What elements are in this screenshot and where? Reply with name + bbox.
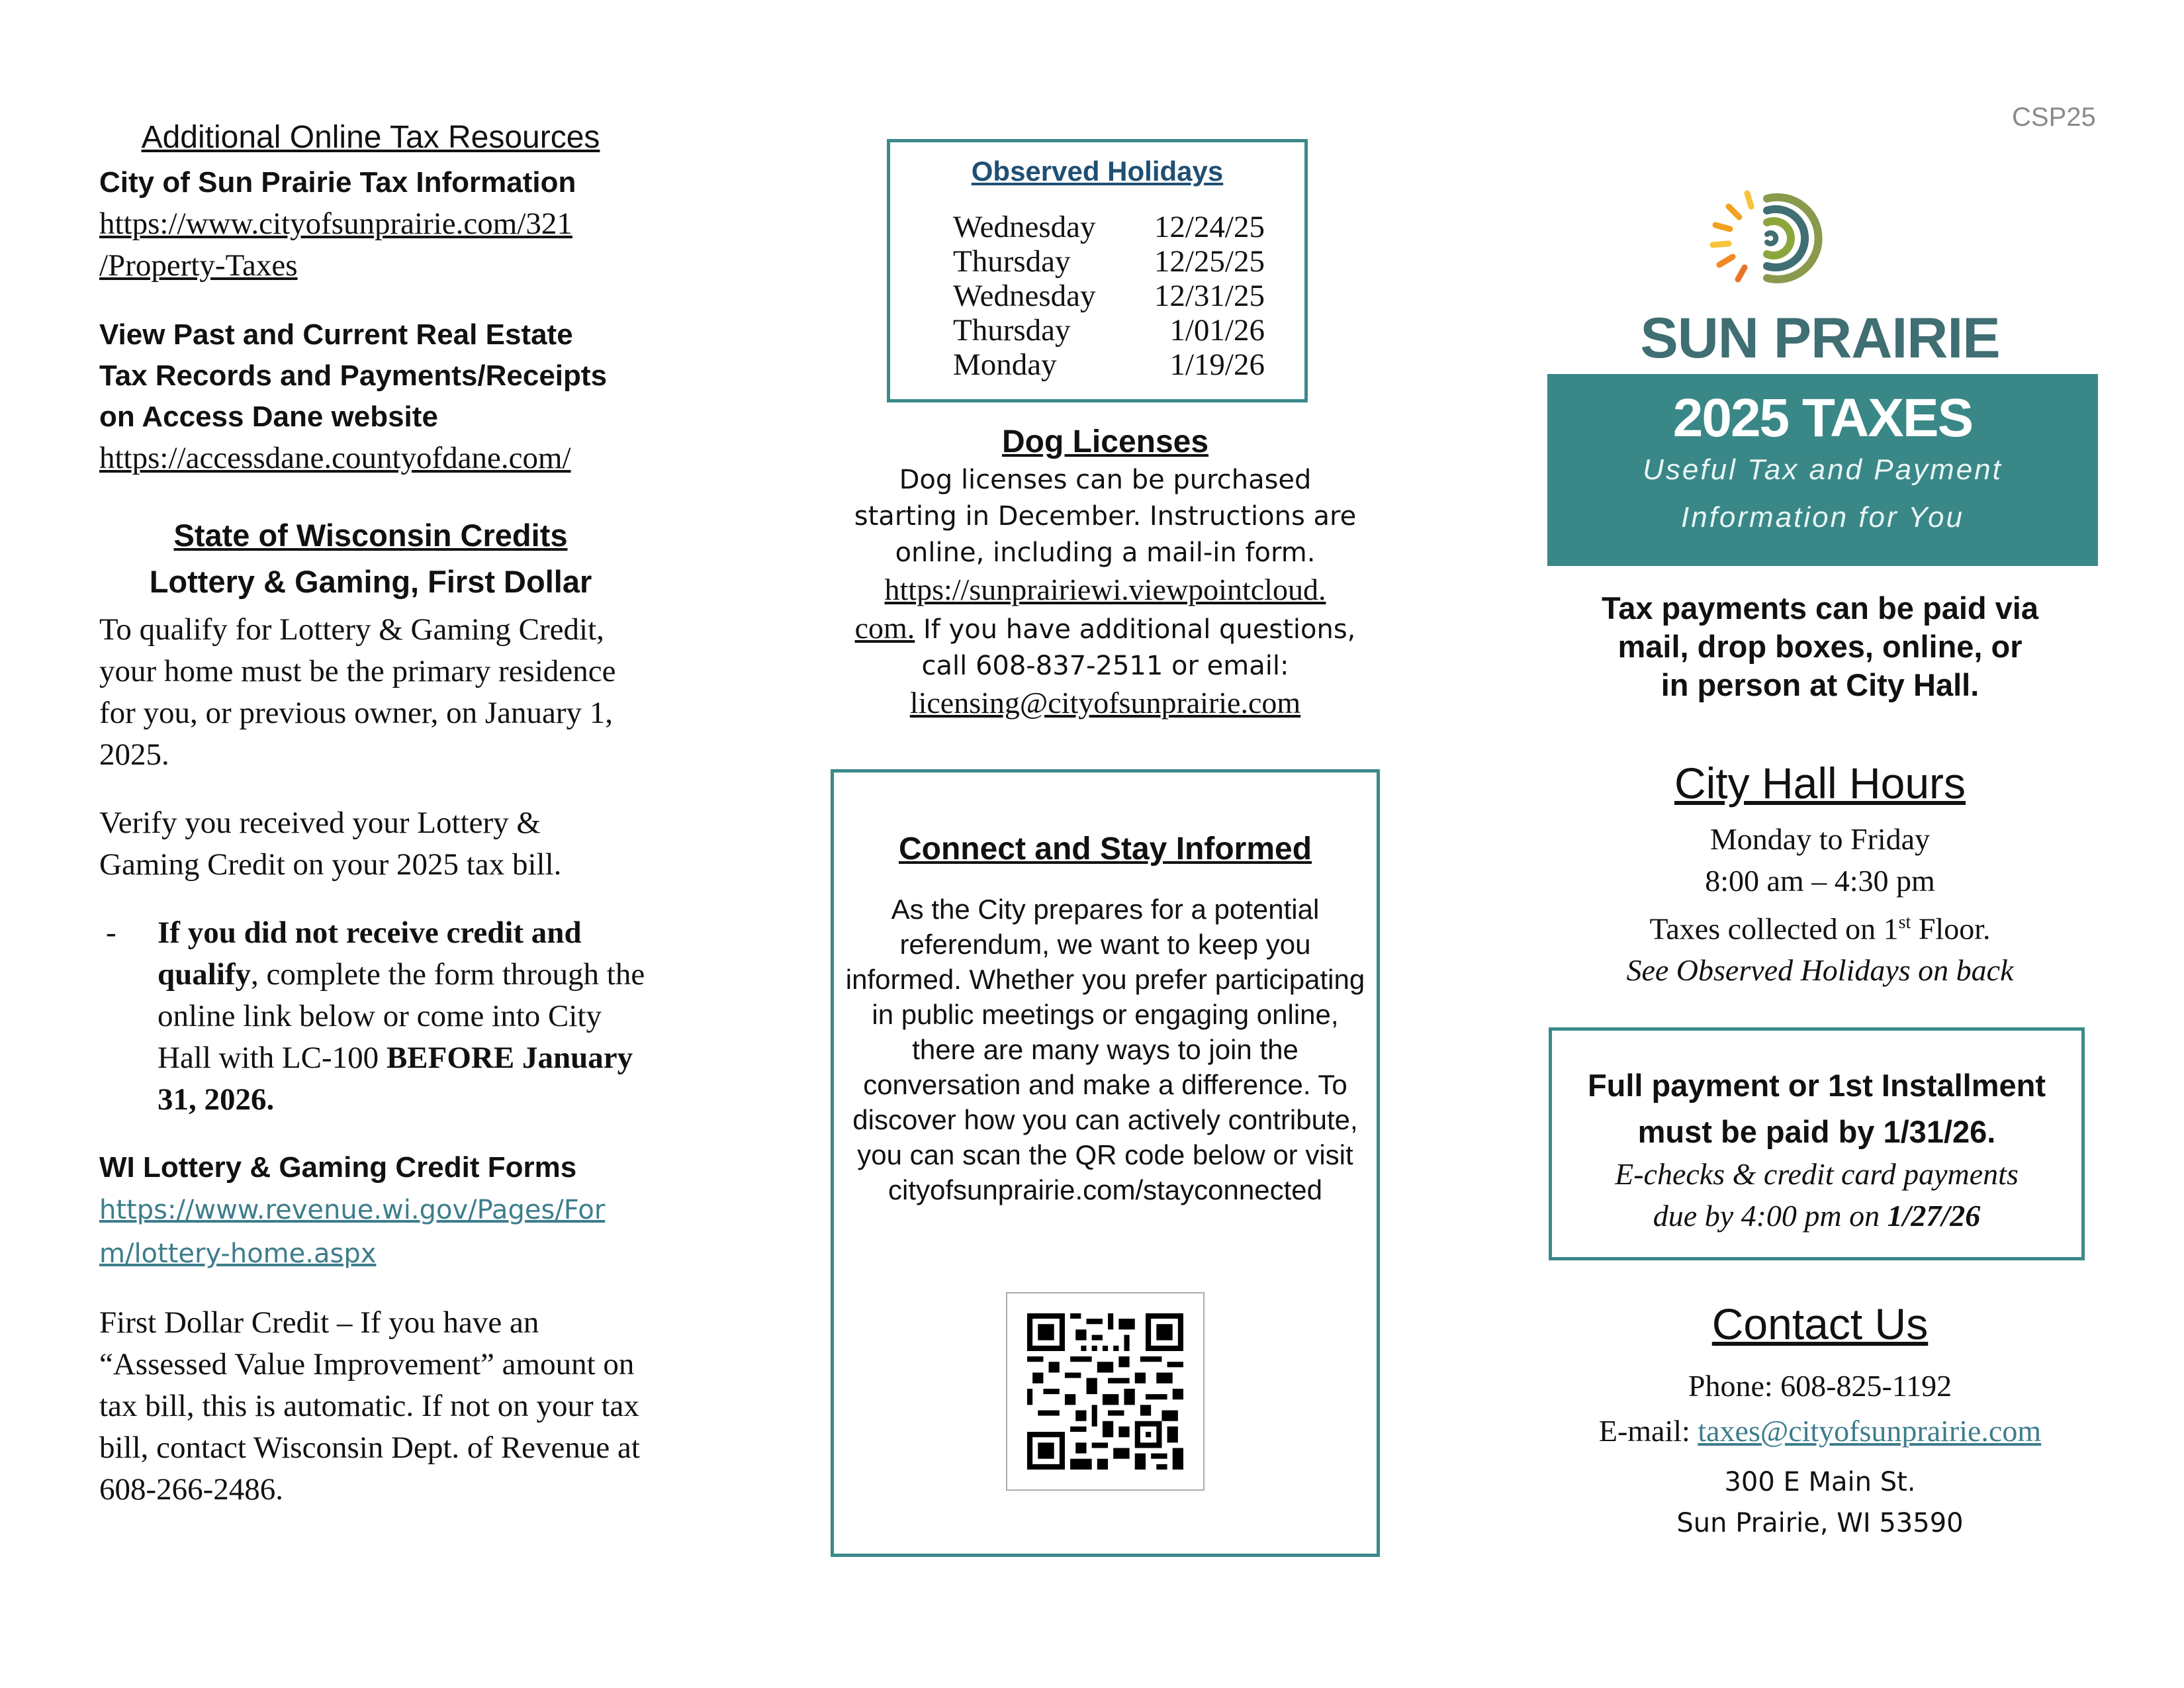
connect-informed-title: Connect and Stay Informed: [898, 831, 1312, 867]
access-dane-heading-line: View Past and Current Real Estate: [99, 318, 573, 351]
wi-credits-heading: State of Wisconsin Credits: [173, 518, 568, 553]
resources-heading: Additional Online Tax Resources: [141, 120, 600, 155]
dog-text: call 608-837-2511 or email:: [921, 651, 1289, 681]
credit-bullet: [99, 912, 647, 1121]
holiday-date: 12/25/25: [1154, 244, 1265, 279]
city-hall-hours-body: [1522, 818, 2118, 991]
dog-text: If you have additional questions,: [915, 614, 1356, 645]
holiday-day: Thursday: [953, 313, 1071, 348]
contact-phone: Phone: 608-825-1192: [1688, 1369, 1952, 1403]
taxes-subtitle: Useful Tax and Payment: [1643, 453, 2003, 486]
echeck-line: due by 4:00 pm on: [1653, 1199, 1888, 1233]
qr-code[interactable]: [1006, 1292, 1205, 1491]
taxes-subtitle: Information for You: [1681, 501, 1964, 534]
echeck-due-date: 1/27/26: [1887, 1199, 1981, 1233]
observed-holidays-box: [887, 139, 1308, 402]
taxes-banner: [1547, 374, 2098, 566]
echeck-due-text: [1552, 1153, 2081, 1237]
bullet-text: , complete the form through the online link below or come into City Hall with LC-100: [158, 957, 645, 1075]
due-line: must be paid by 1/31/26.: [1637, 1114, 1996, 1149]
connect-informed-body: As the City prepares for a potential referendum, we want to keep you informed. Whether you prefer participating in public meetings or engaging online, there are many ways to join the conversation and make a difference. To discover how you can actively contribute, you can scan the QR code below or visit cityofsunprairie.com/stayconnected: [845, 894, 1365, 1205]
holiday-date: 12/24/25: [1154, 210, 1265, 244]
hours-floor: Taxes collected on 1: [1649, 912, 1899, 946]
hours-time: 8:00 am – 4:30 pm: [1705, 864, 1935, 898]
dog-license-link[interactable]: https://sunprairiewi.viewpointcloud.: [884, 573, 1326, 606]
forms-link[interactable]: [99, 1188, 642, 1276]
taxes-title: 2025 TAXES: [1672, 388, 1973, 448]
sun-logo-icon: [1655, 179, 1893, 291]
holiday-date: 1/19/26: [1169, 348, 1265, 382]
dog-text: Dog licenses can be purchased: [899, 465, 1312, 495]
forms-url-part-2[interactable]: m/lottery-home.aspx: [99, 1239, 377, 1269]
hours-floor-end: Floor.: [1911, 912, 1991, 946]
brand-name: SUN PRAIRIE: [1640, 306, 2000, 370]
wi-credits-subheading: Lottery & Gaming, First Dollar: [149, 564, 592, 599]
contact-email: [1522, 1413, 2118, 1448]
email-label: E-mail:: [1598, 1414, 1698, 1448]
city-hall-hours-title: City Hall Hours: [1674, 759, 1966, 808]
dog-text: starting in December. Instructions are: [854, 501, 1357, 532]
licensing-email-link[interactable]: licensing@cityofsunprairie.com: [909, 686, 1301, 720]
holiday-date: 12/31/25: [1154, 279, 1265, 313]
dog-license-link-end[interactable]: com.: [854, 611, 915, 645]
forms-url-part-1[interactable]: https://www.revenue.wi.gov/Pages/For: [99, 1195, 606, 1225]
payment-methods-text: [1522, 589, 2118, 704]
holiday-day: Thursday: [953, 244, 1071, 279]
observed-holidays-title: Observed Holidays: [971, 156, 1224, 187]
due-line: Full payment or 1st Installment: [1587, 1068, 2046, 1103]
connect-informed-box: [831, 769, 1380, 1557]
echeck-line: E-checks & credit card payments: [1615, 1157, 2019, 1191]
city-tax-info-link[interactable]: [99, 203, 642, 287]
city-tax-info-url-part-1[interactable]: https://www.cityofsunprairie.com/321: [99, 207, 572, 241]
dog-licenses-title: Dog Licenses: [1001, 424, 1209, 459]
payment-line: in person at City Hall.: [1661, 667, 1979, 702]
qr-code-icon: [1027, 1313, 1183, 1470]
address-line: Sun Prairie, WI 53590: [1676, 1508, 1964, 1538]
bullet-deadline: BEFORE January 31, 2026.: [158, 1041, 633, 1117]
first-dollar-paragraph: First Dollar Credit – If you have an “Assessed Value Improvement” amount on tax bill, this is automatic. If not on your tax bill, contact Wisconsin Dept. of Revenue at 608-266-2486.: [99, 1305, 640, 1507]
hours-floor-sup: st: [1898, 912, 1911, 933]
holiday-date: 1/01/26: [1169, 313, 1265, 348]
hours-holiday-note: See Observed Holidays on back: [1626, 953, 2014, 988]
access-dane-link[interactable]: https://accessdane.countyofdane.com/: [99, 441, 571, 475]
hours-days: Monday to Friday: [1709, 822, 1931, 856]
holiday-day: Wednesday: [953, 279, 1096, 313]
contact-us-title: Contact Us: [1711, 1299, 1929, 1348]
dog-text: online, including a mail-in form.: [895, 538, 1316, 568]
forms-heading: WI Lottery & Gaming Credit Forms: [99, 1151, 577, 1184]
bullet-bold-text: If you did not receive credit and qualify: [158, 915, 582, 992]
access-dane-heading-line: Tax Records and Payments/Receipts: [99, 359, 608, 392]
bullet-dash: -: [106, 915, 116, 950]
holiday-day: Wednesday: [953, 210, 1096, 244]
payment-due-box: [1549, 1027, 2085, 1260]
contact-address: [1522, 1462, 2118, 1544]
taxes-email-link[interactable]: taxes@cityofsunprairie.com: [1698, 1414, 2042, 1448]
verify-paragraph: Verify you received your Lottery & Gaming Credit on your 2025 tax bill.: [99, 806, 562, 882]
left-column: [99, 119, 645, 1511]
address-line: 300 E Main St.: [1724, 1467, 1916, 1497]
access-dane-heading-line: on Access Dane website: [99, 400, 438, 433]
access-dane-heading: [99, 314, 642, 438]
city-tax-info-url-part-2[interactable]: /Property-Taxes: [99, 248, 298, 283]
payment-line: mail, drop boxes, online, or: [1617, 629, 2023, 664]
sun-prairie-logo: [1655, 179, 1893, 291]
qualify-paragraph: To qualify for Lottery & Gaming Credit, your home must be the primary residence for you, or previous owner, on January 1, 2025.: [99, 612, 616, 772]
payment-due-text: [1552, 1062, 2081, 1155]
city-tax-info-heading: City of Sun Prairie Tax Information: [99, 166, 576, 199]
payment-line: Tax payments can be paid via: [1602, 590, 2038, 626]
dog-licenses-body: [841, 462, 1370, 723]
holiday-day: Monday: [953, 348, 1057, 382]
document-code: CSP25: [2012, 103, 2096, 132]
